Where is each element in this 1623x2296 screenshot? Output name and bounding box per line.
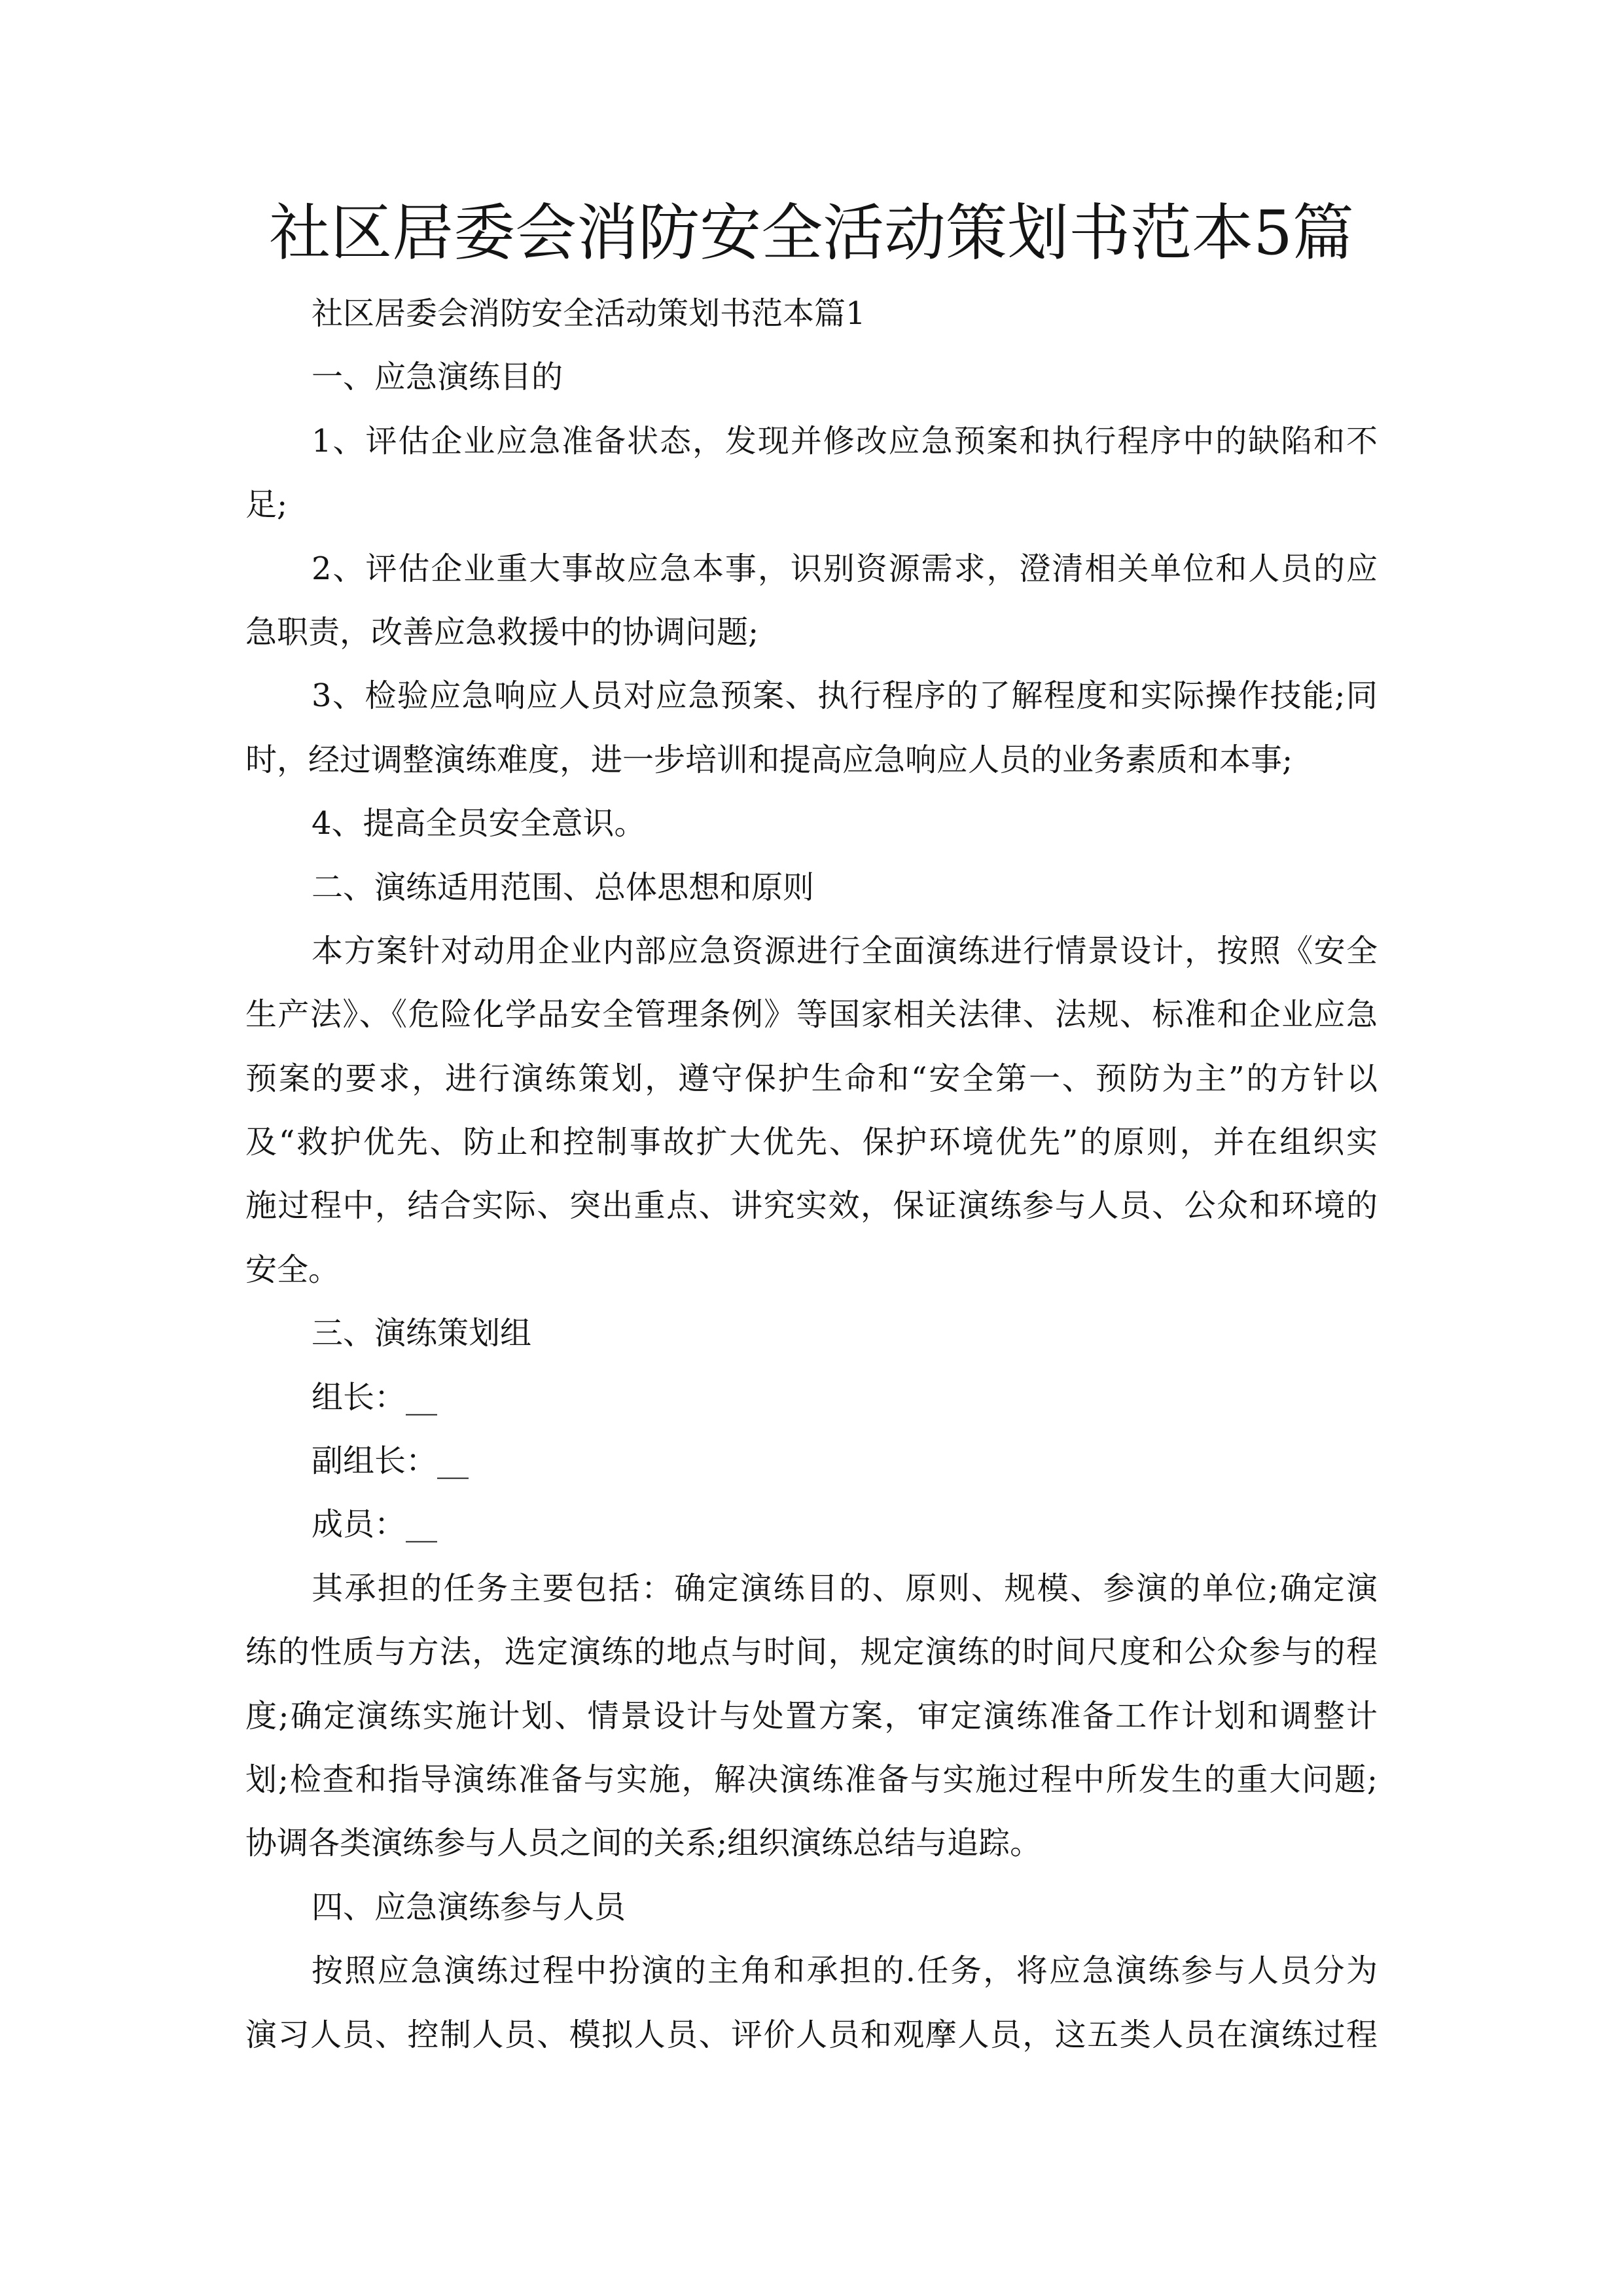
list-item-1 [245, 410, 1378, 537]
document-subtitle [245, 282, 1378, 346]
paragraph-line: 其承担的任务主要包括：确定演练目的、原则、规模、参演的单位;确定演 [312, 1570, 1378, 1607]
paragraph-line: 1、评估企业应急准备状态，发现并修改应急预案和执行程序中的缺陷和不 [312, 422, 1378, 459]
section-heading-line: 一、应急演练目的 [312, 359, 563, 396]
section-heading-4 [245, 1876, 1378, 1939]
paragraph-line: 本方案针对动用企业内部应急资源进行全面演练进行情景设计，按照《安全 [312, 932, 1378, 969]
section-heading-line: 四、应急演练参与人员 [312, 1888, 626, 1926]
paragraph-line: 预案的要求，进行演练策划，遵守保护生命和“安全第一、预防为主”的方针以 [245, 1060, 1378, 1097]
paragraph-tasks [245, 1557, 1378, 1876]
paragraph-line: 时，经过调整演练难度，进一步培训和提高应急响应人员的业务素质和本事; [245, 741, 1293, 778]
paragraph-scope [245, 920, 1378, 1302]
section-heading-line: 二、演练适用范围、总体思想和原则 [312, 869, 815, 906]
page-title: 社区居委会消防安全活动策划书范本5篇 [269, 198, 1354, 269]
subtitle-line: 社区居委会消防安全活动策划书范本篇1 [312, 295, 866, 332]
paragraph-line: 施过程中，结合实际、突出重点、讲究实效，保证演练参与人员、公众和环境的 [245, 1187, 1378, 1225]
paragraph-line: 生产法》、《危险化学品安全管理条例》等国家相关法律、法规、标准和企业应急 [245, 996, 1378, 1033]
paragraph-line: 3、检验应急响应人员对应急预案、执行程序的了解程度和实际操作技能;同 [312, 677, 1378, 715]
paragraph-line: 4、提高全员安全意识。 [312, 805, 646, 842]
paragraph-line: 按照应急演练过程中扮演的主角和承担的.任务，将应急演练参与人员分为 [312, 1952, 1378, 1990]
paragraph-line: 协调各类演练参与人员之间的关系;组织演练总结与追踪。 [245, 1825, 1042, 1862]
document-body [245, 282, 1378, 2067]
paragraph-line: 足; [245, 486, 288, 524]
paragraph-line: 及“救护优先、防止和控制事故扩大优先、保护环境优先”的原则，并在组织实 [245, 1124, 1378, 1161]
paragraph-participants [245, 1939, 1378, 2067]
list-item-3 [245, 664, 1378, 792]
paragraph-line: 划;检查和指导演练准备与实施，解决演练准备与实施过程中所发生的重大问题; [245, 1761, 1378, 1798]
section-heading-line: 三、演练策划组 [312, 1315, 532, 1352]
field-line: 副组长：__ [312, 1443, 469, 1480]
list-item-4 [245, 792, 1378, 855]
field-group-leader [245, 1366, 1378, 1429]
section-heading-2 [245, 856, 1378, 920]
paragraph-line: 安全。 [245, 1251, 340, 1288]
paragraph-line: 2、评估企业重大事故应急本事，识别资源需求，澄清相关单位和人员的应 [312, 550, 1378, 587]
paragraph-line: 度;确定演练实施计划、情景设计与处置方案，审定演练准备工作计划和调整计 [245, 1697, 1378, 1734]
paragraph-line: 急职责，改善应急救援中的协调问题; [245, 613, 759, 651]
field-line: 组长：__ [312, 1378, 438, 1416]
section-heading-1 [245, 346, 1378, 409]
field-members [245, 1493, 1378, 1556]
paragraph-line: 练的性质与方法，选定演练的地点与时间，规定演练的时间尺度和公众参与的程 [245, 1634, 1378, 1671]
field-line: 成员：__ [312, 1506, 438, 1543]
section-heading-3 [245, 1302, 1378, 1365]
field-deputy-leader [245, 1429, 1378, 1493]
list-item-2 [245, 537, 1378, 665]
paragraph-line: 演习人员、控制人员、模拟人员、评价人员和观摩人员，这五类人员在演练过程 [245, 2016, 1378, 2053]
